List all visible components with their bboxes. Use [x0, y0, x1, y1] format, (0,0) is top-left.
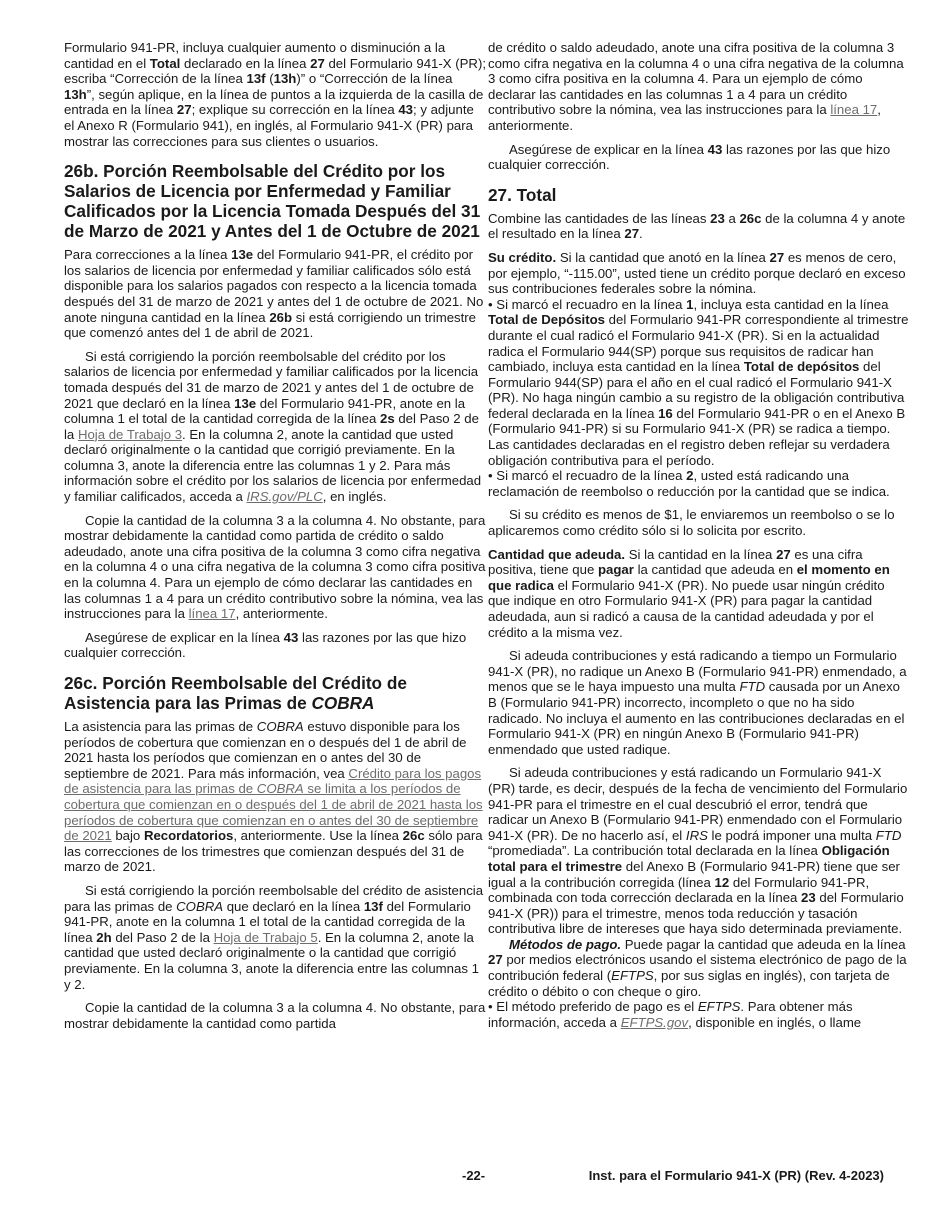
bold-text: 13h — [273, 71, 297, 87]
paragraph-cantidad-que-adeuda — [488, 547, 910, 641]
text-run: , anteriormente. Use la línea — [233, 828, 403, 844]
text-run: del Paso 2 de la — [64, 411, 479, 442]
paragraph — [64, 719, 486, 875]
bold-text: 43 — [398, 102, 413, 118]
paragraph — [488, 142, 910, 173]
bold-text: 13e — [231, 247, 254, 263]
paragraph — [488, 648, 910, 757]
text-run: del Formulario 941-PR correspondiente al trimestre durante el cual radicó el Formulario 941-X (PR). Si en la actualidad radica el Formulario 944(SP) porque sus requisitos de radicar han cambiado, incluya esta cantidad en la línea — [488, 312, 909, 375]
bold-text: 23 — [710, 210, 725, 226]
bold-text: 26c — [402, 828, 425, 844]
text-run: del Formulario 941-X (PR)) para el trimestre, menos toda reducción y tasación contributiva libre de intereses que haya sido determinada previamente. — [488, 890, 904, 937]
text-run: Copie la cantidad de la columna 3 a la columna 4. No obstante, para mostrar debidamente la cantidad como partida — [64, 1000, 486, 1031]
bold-text: Total de Depósitos — [488, 312, 605, 328]
bold-text: 26c — [739, 210, 762, 226]
text-run: las razones por las que hizo cualquier corrección. — [488, 141, 891, 173]
bold-text: pagar — [597, 562, 634, 578]
paragraph — [64, 883, 486, 992]
italic-text: COBRA — [256, 719, 304, 734]
paragraph — [64, 349, 486, 505]
text-run: • Si marcó el recuadro en la línea — [488, 296, 687, 312]
text-run: Si la cantidad en la línea — [625, 546, 777, 562]
text-run: del Formulario 941-PR o en el Anexo B (Formulario 941-PR) si su Formulario 941-X (PR) se radica a tiempo. Las cantidades declaradas en el registro deben reflejar su verdadera obligación contributiva para el período. — [488, 405, 906, 468]
cross-reference-link[interactable]: EFTPS.gov — [620, 1014, 689, 1030]
right-column — [488, 40, 910, 1038]
text-run: “promediada”. La contribución total declarada en la línea — [488, 843, 822, 859]
italic-text: IRS — [685, 827, 708, 843]
bold-text: Total de depósitos — [743, 359, 860, 375]
text-run: Asegúrese de explicar en la línea — [509, 141, 708, 157]
bold-text: 13f — [246, 71, 266, 87]
paragraph — [488, 40, 910, 134]
bold-text: Total — [149, 55, 181, 71]
text-run: es una cifra positiva, tiene que — [488, 546, 863, 578]
text-run: sólo para las correcciones de los trimestres que comienzan después del 31 de marzo de 2021. — [64, 828, 483, 875]
bold-text: 27 — [310, 55, 325, 71]
left-column — [64, 40, 486, 1039]
cross-reference-link[interactable]: IRS.gov/PLC — [246, 489, 323, 505]
paragraph — [64, 40, 486, 149]
bold-text: 43 — [707, 141, 723, 157]
text-run: 26c. Porción Reembolsable del Crédito de Asistencia para las Primas de — [64, 673, 407, 713]
bold-text: Métodos de pago. — [509, 936, 622, 952]
text-run: a — [724, 210, 740, 226]
cross-reference-link[interactable]: COBRA — [256, 781, 304, 797]
bold-text: 27 — [488, 952, 503, 968]
cross-reference-link[interactable]: Hoja de Trabajo 3 — [77, 426, 183, 442]
paragraph — [64, 1000, 486, 1031]
italic-text: COBRA — [176, 898, 224, 914]
text-run: del Paso 2 de la — [111, 929, 214, 945]
text-run: , por sus siglas en inglés), con tarjeta de crédito o débito o con cheque o giro. — [488, 968, 890, 999]
bullet-item — [488, 999, 910, 1030]
text-run: Si adeuda contribuciones y está radicando a tiempo un Formulario 941-X (PR), no radique un Anexo B (Formulario 941-PR) enmendado, a menos que se le haya impuesto una multa — [488, 648, 907, 695]
text-run: del Formulario 941-X (PR); escriba “Corrección de la línea — [64, 55, 487, 87]
bold-text: 43 — [283, 629, 299, 645]
text-run: bajo — [111, 828, 144, 844]
paragraph-su-credito — [488, 250, 910, 297]
italic-text: EFTPS — [697, 999, 741, 1015]
text-run: . — [639, 226, 643, 242]
italic-text: FTD — [875, 827, 902, 843]
section-heading-26b: 26b. Porción Reembolsable del Crédito por los Salarios de Licencia por Enfermedad y Familiar Calificados por la Licencia Tomada Después del 31 de Marzo de 2021 y Antes del 1 de Octubre de 2021 — [64, 161, 481, 242]
paragraph — [64, 513, 486, 622]
bold-text: 27 — [769, 249, 785, 265]
text-run: estuvo disponible para los períodos de cobertura que comienzan en o después del 1 de abril de 2021 hasta los períodos que comienzan en o antes del 30 de septiembre de 2021. Para más información, vea — [64, 719, 467, 781]
italic-text: COBRA — [311, 693, 375, 713]
text-run: Asegúrese de explicar en la línea — [85, 629, 284, 645]
cross-reference-link[interactable]: Hoja de Trabajo 5 — [213, 929, 318, 945]
bullet-item — [488, 468, 910, 499]
text-run: Si la cantidad que anotó en la línea — [556, 249, 770, 265]
form-title-footer: Inst. para el Formulario 941-X (PR) (Rev. 4-2023) — [588, 1168, 884, 1183]
text-run: , disponible en inglés, o llame — [688, 1014, 862, 1030]
text-run: del Formulario 941-PR, el crédito por los salarios de licencia por enfermedad y familiar calificados sólo está disponible para los salarios pagados con respecto a la licencia tomada después del 31 de marzo de 2021 y antes del 1 de octubre de 2021. No anote ninguna cantidad en la línea — [64, 247, 484, 325]
text-run: las razones por las que hizo cualquier corrección. — [64, 629, 467, 661]
bold-text: Cantidad que adeuda. — [488, 546, 626, 562]
text-run: , anteriormente. — [488, 102, 881, 133]
bold-text: 27 — [624, 226, 640, 242]
text-run: declarado en la línea — [180, 55, 311, 71]
text-run: , anteriormente. — [235, 606, 328, 622]
text-run: de crédito o saldo adeudado, anote una cifra positiva de la columna 3 como cifra negativa en la columna 4 o una cifra negativa de la columna 3 como cifra positiva en la columna 4. Para un ejemplo de cómo declarar las cantidades en las columnas 1 a 4 para un crédito contributivo sobre la nómina, vea las instrucciones para la — [488, 40, 904, 118]
bold-text: 27 — [776, 546, 791, 562]
paragraph-metodos-de-pago — [488, 937, 910, 999]
bold-text: 16 — [658, 405, 673, 421]
italic-text: EFTPS — [611, 968, 654, 984]
text-run: • Si marcó el recuadro de la línea — [488, 468, 687, 484]
text-run: es menos de cero, por ejemplo, “-115.00”, usted tiene un crédito porque declaró en exceso sus contribuciones federales sobre la nómina. — [488, 249, 906, 297]
bold-text: 23 — [801, 890, 816, 906]
text-run: Si adeuda contribuciones y está radicando un Formulario 941-X (PR) tarde, es decir, después de la fecha de vencimiento del Formulario 941-PR para el trimestre en el cual descubrió el error, tendrá que radicar un Anexo B (Formulario 941-PR) enmendado con el Formulario 941-X (PR). De no hacerlo así, el — [488, 765, 908, 843]
text-run: ; y adjunte el Anexo R (Formulario 941), en inglés, al Formulario 941-X (PR) para mostrar las correcciones para sus clientes o usuarios. — [64, 102, 474, 149]
text-run: del Formulario 941-PR, combinada con toda corrección declarada en la línea — [488, 874, 870, 906]
text-run: , incluya esta cantidad en la línea — [693, 296, 889, 312]
text-run: , en inglés. — [322, 489, 387, 505]
text-run: ; explique su corrección en la línea — [191, 102, 399, 118]
paragraph — [64, 247, 486, 341]
paragraph — [64, 630, 486, 661]
text-run: Formulario 941-PR, incluya cualquier aumento o disminución a la cantidad en el — [64, 40, 446, 71]
text-run: Si está corrigiendo la porción reembolsable del crédito de asistencia para las primas de — [64, 882, 484, 914]
bold-text: Recordatorios — [143, 828, 234, 844]
bold-text: 13h — [64, 86, 87, 102]
paragraph — [488, 507, 910, 538]
italic-text: FTD — [739, 679, 766, 695]
cross-reference-link[interactable]: línea 17 — [188, 606, 236, 622]
bold-text: el momento en que radica — [488, 562, 890, 593]
text-run: si está corrigiendo un trimestre que comenzó antes del 1 de abril de 2021. — [64, 309, 477, 341]
text-run: . Para obtener más información, acceda a — [488, 999, 853, 1030]
text-run: del Formulario 941-PR, anote en la columna 1 el total de la cantidad corregida de la línea — [64, 395, 466, 427]
text-run: )” o “Corrección de la línea — [296, 71, 453, 87]
bold-text: Su crédito. — [488, 249, 557, 265]
text-run: por medios electrónicos usando el sistema electrónico de pago de la contribución federal ( — [488, 952, 907, 984]
text-run: ( — [265, 71, 274, 87]
page-number: -22- — [462, 1168, 486, 1183]
text-run: Combine las cantidades de las líneas — [488, 210, 711, 226]
text-run: le podrá imponer una multa — [707, 827, 876, 843]
text-run: que declaró en la línea — [223, 898, 364, 914]
text-run: ”, según aplique, en la línea de puntos a la izquierda de la casilla de entrada en la línea — [64, 86, 484, 118]
text-run: causada por un Anexo B (Formulario 941-PR) incorrecto, incompleto o que no ha sido radicado. No incluya el aumento en las contribuciones declaradas en el Formulario 941-X (PR) en ningún Anexo B (Formulario 941-PR) enmendado que usted radique. — [488, 679, 905, 757]
cross-reference-link[interactable]: se limita a los períodos de cobertura que comienzan en o después del 1 de abril de 2021 hasta los períodos de cobertura que comienzan en o antes del 30 de septiembre de 2021 — [64, 781, 483, 844]
text-run: del Anexo B (Formulario 941-PR) tiene que ser igual a la contribución corregida (línea — [488, 858, 900, 890]
bold-text: 13e — [234, 395, 257, 411]
text-run: , usted está radicando una reclamación de reembolso o reducción por la cantidad que se indica. — [488, 468, 890, 499]
text-run: . En la columna 2, anote la cantidad que usted declaró originalmente o la cantidad que corrigió previamente. En la columna 3, anote la diferencia entre las columnas 1 y 2. Para más información sobre el crédito por los salarios de licencia por enfermedad y familiar calificados, acceda a — [64, 426, 482, 505]
text-run: de la columna 4 y anote el resultado en la línea — [488, 210, 906, 242]
cross-reference-link[interactable]: Crédito para los pagos de asistencia para las primas de — [64, 765, 482, 797]
bullet-item — [488, 297, 910, 469]
bold-text: Obligación total para el trimestre — [488, 843, 890, 874]
bold-text: 1 — [686, 296, 694, 312]
bold-text: 2h — [96, 929, 112, 945]
text-run: Puede pagar la cantidad que adeuda en la línea — [621, 936, 906, 952]
bold-text: 2s — [379, 411, 395, 427]
section-heading-27: 27. Total — [488, 184, 557, 205]
section-heading-26c — [64, 673, 486, 713]
text-run: del Formulario 941-PR, anote en la columna 1 el total de la cantidad corregida de la línea — [64, 898, 471, 945]
text-run: la cantidad que adeuda en — [633, 562, 797, 578]
text-run: . En la columna 2, anote la cantidad que usted declaró originalmente o la cantidad que corrigió previamente. En la columna 3, anote la diferencia entre las columnas 1 y 2. — [64, 929, 479, 992]
bold-text: 2 — [686, 468, 694, 484]
paragraph — [488, 765, 910, 937]
text-run: el Formulario 941-X (PR). No puede usar ningún crédito que indique en otro Formulario 941-X (PR) para pagar la cantidad adeudada, aun si radicó a causa de la cantidad adeudada y por el crédito a la misma vez. — [488, 577, 885, 640]
text-run: Para correcciones a la línea — [64, 247, 232, 263]
text-run: Si su crédito es menos de $1, le enviaremos un reembolso o se lo aplicaremos como crédito sólo si lo solicita por escrito. — [488, 507, 895, 539]
text-run: La asistencia para las primas de — [64, 719, 257, 734]
cross-reference-link[interactable]: línea 17 — [830, 102, 878, 118]
text-run: del Formulario 944(SP) para el año en el cual radicó el Formulario 941-X (PR). No haga ningún cambio a su registro de la obligación contributiva federal declarada en la línea — [488, 359, 905, 421]
bold-text: 12 — [714, 874, 730, 890]
text-run: • El método preferido de pago es el — [488, 999, 698, 1015]
bold-text: 13f — [363, 898, 383, 914]
text-run: Copie la cantidad de la columna 3 a la columna 4. No obstante, para mostrar debidamente la cantidad como partida de crédito o saldo adeudado, anote una cifra positiva de la columna 3 como cifra negativa en la columna 4 o una cifra negativa de la columna 3 como cifra positiva en la columna 4. Para un ejemplo de cómo declarar las cantidades en las columnas 1 a 4 para un crédito contributivo sobre la nómina, vea las instrucciones para la — [64, 512, 486, 622]
bold-text: 26b — [269, 309, 293, 325]
bold-text: 27 — [176, 102, 192, 118]
paragraph — [488, 211, 910, 242]
text-run: Si está corrigiendo la porción reembolsable del crédito por los salarios de licencia por enfermedad y familiar calificados por la licencia tomada después del 31 de marzo de 2021 y antes del 1 de octubre de 2021 que declaró en la línea — [64, 348, 479, 411]
